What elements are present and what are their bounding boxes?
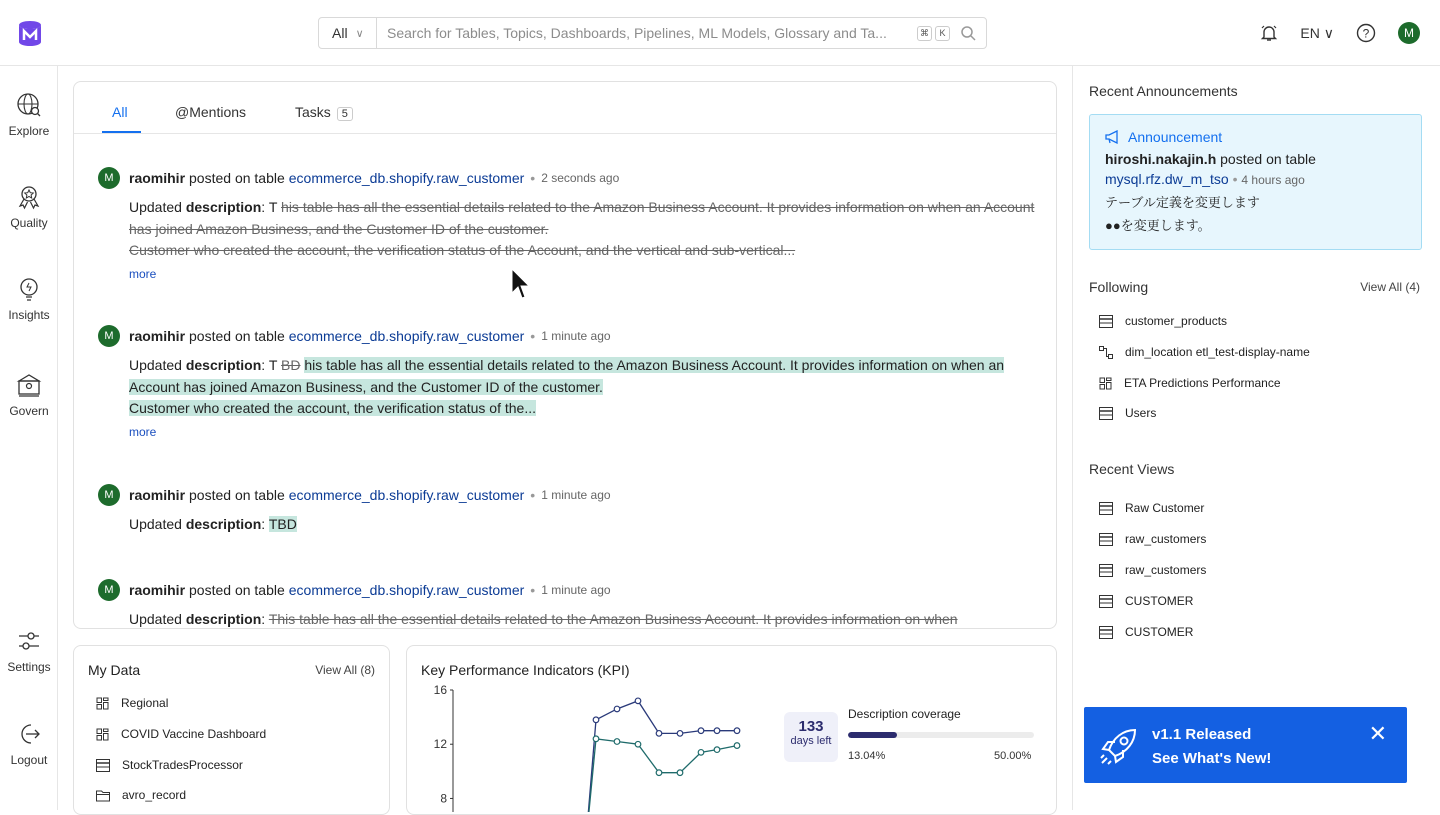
deleted-text: BD [281,357,301,373]
table-icon [1099,502,1113,515]
tab-tasks[interactable]: Tasks 5 [295,104,353,121]
data-point [734,743,740,749]
post-body: Updated description: T his table has all the essential details related to the Amazon Business Account. It provides information on when an Account has joined Amazon Business, and the Customer ID of the customer. Customer who created the account, the verification status of the Account, and the vertical and sub-vertical... more [129,197,1038,285]
post-time: 1 minute ago [541,488,611,502]
avatar[interactable]: M [98,484,120,506]
list-item[interactable]: raw_customers [1099,563,1206,577]
megaphone-icon [1105,130,1121,144]
post-time: 2 seconds ago [541,171,620,185]
avatar[interactable]: M [98,579,120,601]
user-avatar[interactable]: M [1398,22,1420,44]
data-point [656,731,662,737]
list-item[interactable]: CUSTOMER [1099,625,1193,639]
dashboard-icon [96,728,109,741]
y-tick-label: 12 [433,737,447,752]
dashboard-icon [96,697,109,710]
bank-icon [16,372,42,398]
following-title: Following [1089,279,1149,295]
close-icon[interactable]: ✕ [1368,721,1387,746]
list-item[interactable]: Raw Customer [1099,501,1204,515]
folder-icon [96,789,110,802]
list-item[interactable]: avro_record [96,788,186,802]
data-point [698,728,704,734]
post-user[interactable]: raomihir [129,582,186,598]
post-body: Updated description: This table has all the essential details related to the Amazon Business Account. It provides information on when [129,611,958,627]
data-point [593,736,599,742]
mouse-cursor-icon [511,268,531,302]
nav-logout[interactable]: Logout [0,721,58,767]
table-icon [1099,533,1113,546]
table-icon [96,759,110,772]
list-item[interactable]: COVID Vaccine Dashboard [96,727,266,741]
command-key-icon: ⌘ [917,26,932,41]
more-link[interactable]: more [129,266,157,281]
globe-search-icon [16,92,42,118]
post-time: 1 minute ago [541,583,611,597]
days-left-badge: 133 days left [784,712,838,762]
sliders-icon [16,628,42,654]
data-point [635,698,641,704]
post-user[interactable]: raomihir [129,170,186,186]
search-input[interactable]: Search for Tables, Topics, Dashboards, Pipelines, ML Models, Glossary and Ta... [387,25,887,41]
language-select[interactable]: EN ∨ [1300,24,1334,41]
list-item[interactable]: raw_customers [1099,532,1206,546]
entity-link[interactable]: mysql.rfz.dw_m_tso [1105,171,1229,187]
post-body: Updated description: T BD his table has all the essential details related to the Amazon Business Account. It provides information on when an Account has joined Amazon Business, and the Customer ID of the customer. Customer who created the account, the verification status of the... more [129,355,1038,443]
my-data-title: My Data [88,662,141,678]
right-panel [1072,66,1440,810]
entity-link[interactable]: ecommerce_db.shopify.raw_customer [288,328,525,344]
list-item[interactable]: CUSTOMER [1099,594,1193,608]
list-item[interactable]: dim_location etl_test-display-name [1099,345,1310,359]
announcement-card[interactable]: Announcement hiroshi.nakajin.h posted on table mysql.rfz.dw_m_tso • 4 hours ago テーブル定義を変更します ●●を変更します。 [1089,114,1422,250]
post-time: 1 minute ago [541,329,611,343]
data-point [614,706,620,712]
feed-post: M raomihir posted on table ecommerce_db.shopify.raw_customer • 1 minute ago Updated description: This table has all the essential details related to the Amazon Business Account. It provides information on when [98,579,1038,629]
my-data-card [73,645,390,815]
search-icon[interactable] [950,25,986,41]
entity-link[interactable]: ecommerce_db.shopify.raw_customer [288,582,525,598]
bell-icon[interactable] [1260,24,1278,42]
table-icon [1099,315,1113,328]
post-action: posted on table [189,170,285,186]
table-icon [1099,564,1113,577]
added-text: his table has all the essential details related to the Amazon Business Account. It provides information on when an Account has joined Amazon Business, and the Customer ID of the customer. [129,357,1005,395]
svg-text:?: ? [1362,26,1370,41]
data-point [677,731,683,737]
table-icon [1099,595,1113,608]
my-data-view-all[interactable]: View All (8) [315,663,375,677]
post-user[interactable]: raomihir [129,328,186,344]
feed-post: M raomihir posted on table ecommerce_db.shopify.raw_customer • 1 minute ago Updated description: TBD [98,484,1038,536]
entity-link[interactable]: ecommerce_db.shopify.raw_customer [288,487,525,503]
kpi-target-value: 50.00% [994,750,1032,762]
y-tick-label: 8 [440,791,447,806]
tab-mentions[interactable]: @Mentions [175,104,247,120]
data-point [614,739,620,745]
post-user[interactable]: raomihir [129,487,186,503]
kpi-current-value: 13.04% [848,750,886,762]
kpi-card [406,645,1057,815]
data-point [734,728,740,734]
entity-link[interactable]: ecommerce_db.shopify.raw_customer [288,170,525,186]
data-point [714,728,720,734]
announcements-title: Recent Announcements [1089,83,1238,99]
nav-govern[interactable]: Govern [0,372,58,418]
data-point [677,770,683,776]
feed-post: M raomihir posted on table ecommerce_db.shopify.raw_customer • 2 seconds ago Updated description: T his table has all the essential details related to the Amazon Business Account. It provides information on when an Account has joined Amazon Business, and the Customer ID of the customer. Customer who created the account, the verification status of the Account, and the vertical and sub-vertical... more [98,167,1038,285]
list-item[interactable]: StockTradesProcessor [96,758,243,772]
data-point [635,741,641,747]
feed-post: M raomihir posted on table ecommerce_db.shopify.raw_customer • 1 minute ago Updated description: T BD his table has all the essential details related to the Amazon Business Account. It provides information on when an Account has joined Amazon Business, and the Customer ID of the customer. Customer who created the account, the verification status of the... more [98,325,1038,443]
more-link[interactable]: more [129,424,157,439]
nav-explore[interactable]: Explore [0,92,58,138]
y-tick-label: 16 [433,683,447,697]
award-icon [16,184,42,210]
nav-quality[interactable]: Quality [0,184,58,230]
tab-all[interactable]: All [112,104,128,120]
deleted-text: This table has all the essential details related to the Amazon Business Account. It provides information on when [268,611,958,627]
top-bar [0,0,1440,66]
post-action: posted on table [189,328,285,344]
following-view-all[interactable]: View All (4) [1360,280,1420,294]
rocket-icon [1097,724,1141,768]
chevron-down-icon: ∨ [355,27,364,40]
table-icon [1099,407,1113,420]
data-point [714,747,720,753]
k-key-icon: K [935,26,950,41]
deleted-text: his table has all the essential details related to the Amazon Business Account. It provides information on when an Account has joined Amazon Business, and the Customer ID of the customer. [129,199,1035,237]
post-action: posted on table [189,487,285,503]
kpi-chart [417,682,757,812]
feed-tabs [74,82,1056,134]
list-item[interactable]: Regional [96,696,168,710]
activity-feed [73,81,1057,629]
lightbulb-icon [16,276,42,302]
list-item[interactable]: customer_products [1099,314,1227,328]
avatar[interactable]: M [98,167,120,189]
search-filter-select[interactable]: All ∨ [319,18,377,48]
post-body: Updated description: TBD [129,516,297,532]
data-point [656,770,662,776]
kpi-description: Description coverage [848,707,961,721]
recent-views-title: Recent Views [1089,461,1175,477]
pipeline-icon [1099,346,1113,359]
logout-icon [16,721,42,747]
series-line [585,701,737,812]
help-icon[interactable] [1356,23,1376,43]
release-toast[interactable]: v1.1 Released See What's New! ✕ [1084,707,1407,783]
tasks-count-badge: 5 [337,107,353,121]
left-nav [0,66,58,810]
added-text: TBD [268,516,297,532]
avatar[interactable]: M [98,325,120,347]
active-tab-indicator [102,131,141,133]
added-text: Customer who created the account, the verification status of the... [129,400,536,416]
data-point [593,717,599,723]
list-item[interactable]: ETA Predictions Performance [1099,376,1281,390]
nav-settings[interactable]: Settings [0,628,58,674]
table-icon [1099,626,1113,639]
list-item[interactable]: Users [1099,406,1156,420]
deleted-text: Customer who created the account, the verification status of the Account, and the vertical and sub-vertical... [129,242,796,258]
logo-icon[interactable] [16,20,44,48]
kpi-progress-bar [848,732,1034,738]
post-action: posted on table [189,582,285,598]
kpi-title: Key Performance Indicators (KPI) [421,662,630,678]
data-point [698,750,704,756]
search-bar [318,17,987,49]
dashboard-icon [1099,377,1112,390]
nav-insights[interactable]: Insights [0,276,58,322]
